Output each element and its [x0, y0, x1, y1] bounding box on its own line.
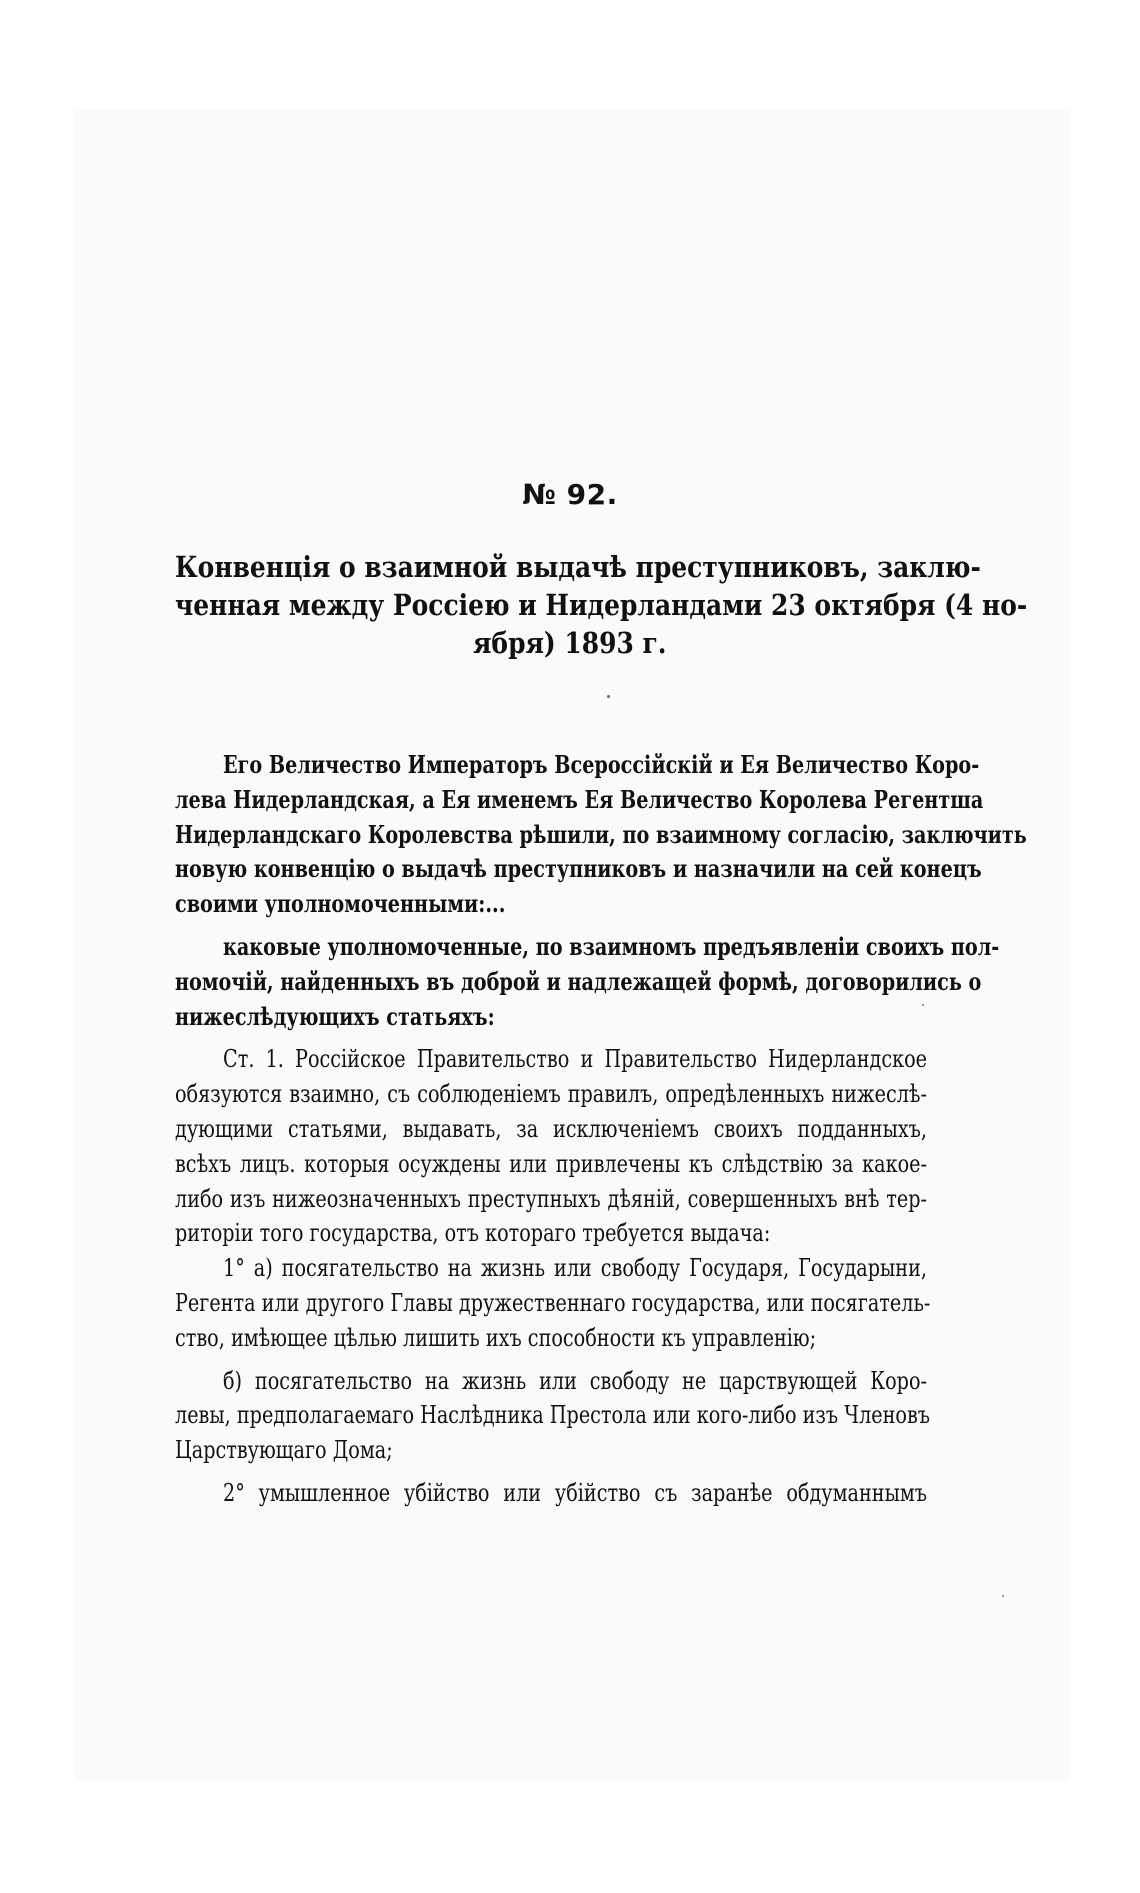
paragraph-article-1 — [175, 1042, 927, 1251]
text-line: Его Величество Императоръ Всероссійскій и Ея Величество Коро- — [223, 750, 980, 779]
text-line: Царствующаго Дома; — [175, 1436, 393, 1465]
paragraph-preamble — [175, 748, 1027, 922]
text-line: риторіи того государства, отъ котораго требуется выдача: — [175, 1219, 771, 1248]
paragraph-item-1b — [175, 1364, 931, 1468]
separator-dot — [607, 695, 610, 698]
text-line: Ст. 1. Россійское Правительство и Правительство Нидерландское — [223, 1045, 927, 1074]
text-line: Регента или другого Главы дружественнаго государства, или посягатель- — [175, 1288, 931, 1317]
text-line: нижеслѣдующихъ статьяхъ: — [175, 1001, 495, 1031]
title-line: Конвенція о взаимной выдачѣ преступниковъ, заклю- — [175, 550, 981, 584]
paragraph-item-1a — [175, 1251, 931, 1355]
print-speck — [1002, 1595, 1004, 1597]
text-line: всѣхъ лицъ. которыя осуждены или привлечены къ слѣдствію за какое- — [175, 1149, 927, 1178]
text-line: Нидерландскаго Королевства рѣшили, по взаимному согласію, заключить — [175, 819, 1027, 849]
text-line: либо изъ нижеозначенныхъ преступныхъ дѣяній, совершенныхъ внѣ тер- — [175, 1184, 927, 1213]
document-number: № 92. — [522, 478, 618, 511]
text-line: лева Нидерландская, а Ея именемъ Ея Величество Королева Регентша — [175, 784, 984, 814]
document-title — [175, 548, 1028, 662]
text-line: каковые уполномоченные, по взаимномъ предъявленіи своихъ пол- — [223, 931, 1000, 961]
text-line: обязуются взаимно, съ соблюденіемъ правилъ, опредѣленныхъ нижеслѣ- — [175, 1080, 927, 1109]
document-body — [175, 748, 1027, 1511]
text-line: дующими статьями, выдавать, за исключеніемъ своихъ подданныхъ, — [175, 1114, 927, 1143]
text-line: ство, имѣющее цѣлью лишить ихъ способности къ управленію; — [175, 1323, 817, 1352]
paragraph-plenipotentiaries — [175, 930, 1000, 1034]
text-line: левы, предполагаемаго Наслѣдника Престола или кого-либо изъ Членовъ — [175, 1401, 931, 1430]
title-line: ченная между Россіею и Нидерландами 23 октября (4 но- — [175, 588, 1028, 622]
text-line: номочій, найденныхъ въ доброй и надлежащей формѣ, договорились о — [175, 966, 982, 996]
text-line: б) посягательство на жизнь или свободу не царствующей Коро- — [223, 1366, 927, 1395]
text-line: 1° а) посягательство на жизнь или свободу Государя, Государыни, — [223, 1254, 927, 1283]
text-line: 2° умышленное убійство или убійство съ заранѣе обдуманнымъ — [223, 1478, 927, 1507]
text-line: своими уполномоченными:... — [175, 889, 506, 919]
title-line: ября) 1893 г. — [473, 626, 667, 660]
text-line: новую конвенцію о выдачѣ преступниковъ и назначили на сей конецъ — [175, 854, 982, 884]
paragraph-item-2 — [175, 1476, 927, 1511]
